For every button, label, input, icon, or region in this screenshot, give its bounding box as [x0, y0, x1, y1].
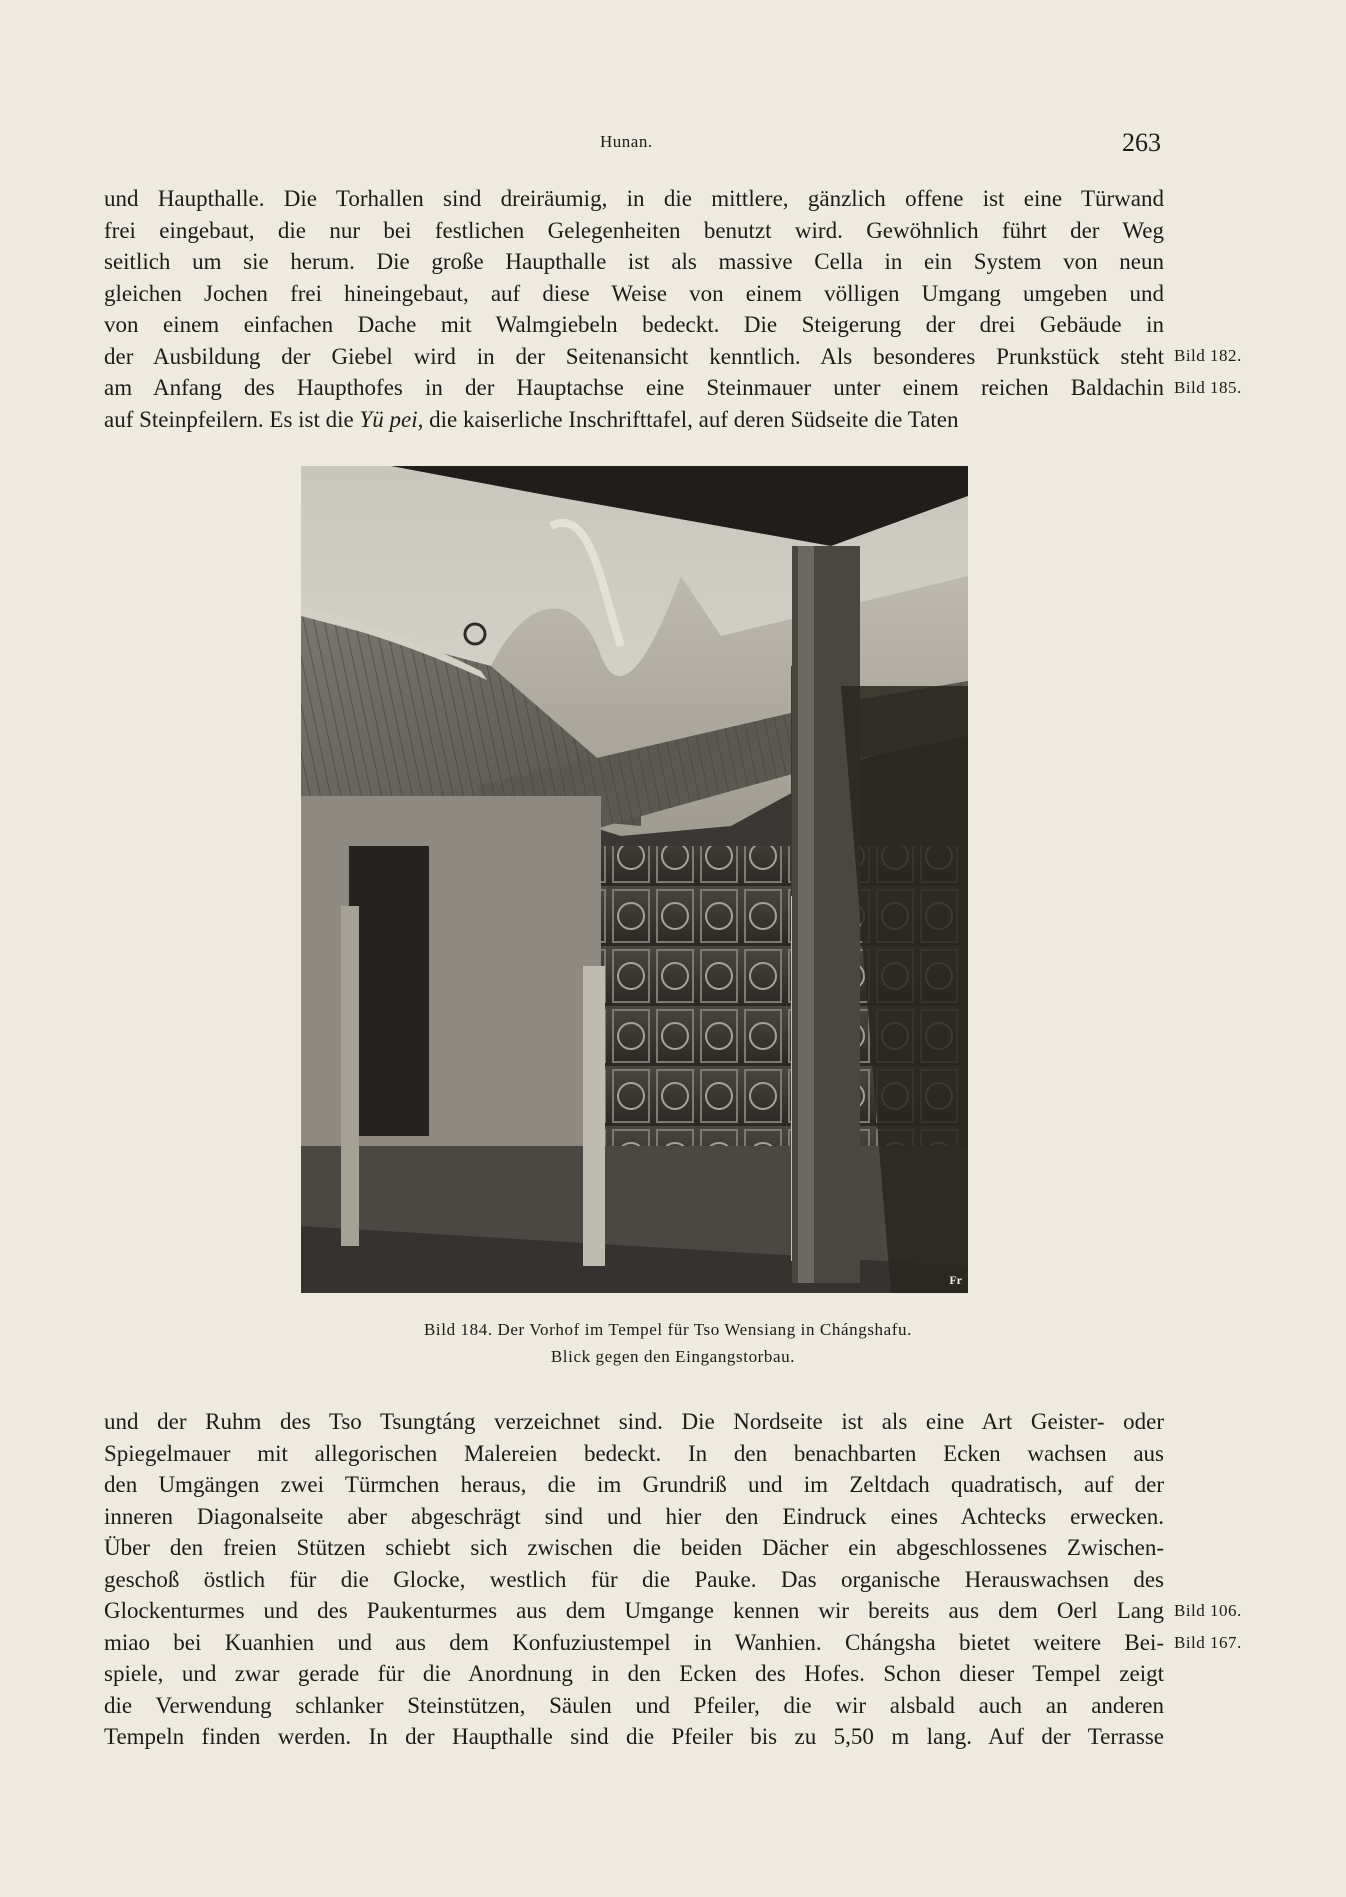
text-line: Spiegelmauer mit allegorischen Malereien bedeckt. In den benachbarten Ecken wachsen aus: [104, 1440, 1164, 1466]
text-line: den Umgängen zwei Türmchen heraus, die im Grundriß und im Zeltdach quadratisch, auf der: [104, 1472, 1164, 1497]
running-head: [0, 128, 1346, 158]
caption-line: Bild 184. Der Vorhof im Tempel für Tso Wensiang in Chángshafu.: [423, 1320, 912, 1339]
margin-note: Bild 185.: [1174, 378, 1242, 397]
text-line: gleichen Jochen frei hineingebaut, auf diese Weise von einem völligen Umgang umgeben und: [104, 280, 1164, 306]
text-line: spiele, und zwar gerade für die Anordnung in den Ecken des Hofes. Schon dieser Tempel zeigt: [104, 1661, 1164, 1686]
text-line: seitlich um sie herum. Die große Haupthalle ist als massive Cella in ein System von neun: [104, 249, 1164, 274]
courtyard-photo-illustration: [301, 466, 968, 1293]
text-line: [104, 404, 1164, 436]
margin-note: Bild 167.: [1174, 1633, 1242, 1652]
text-line: und der Ruhm des Tso Tsungtáng verzeichnet sind. Die Nordseite ist als eine Art Geister- oder: [104, 1409, 1164, 1434]
caption-line: Blick gegen den Eingangstorbau.: [550, 1347, 796, 1366]
paragraph-bottom: [104, 1406, 1164, 1753]
page-number: 263: [1122, 128, 1161, 157]
text-line: die Verwendung schlanker Steinstützen, Säulen und Pfeiler, die wir alsbald auch an anderen: [104, 1692, 1164, 1718]
photo-signature-mark: Fr: [949, 1273, 962, 1287]
paragraph-top: [104, 183, 1164, 435]
text-segment: auf Steinpfeilern. Es ist die: [104, 406, 360, 432]
text-line: der Ausbildung der Giebel wird in der Seitenansicht kenntlich. Als besonderes Prunkstück steht: [104, 343, 1164, 369]
text-line: miao bei Kuanhien und aus dem Konfuziustempel in Wanhien. Chángsha bietet weitere Bei-: [104, 1629, 1164, 1655]
pillar-left: [341, 906, 359, 1246]
margin-note: Bild 182.: [1174, 346, 1242, 365]
text-line: Tempeln finden werden. In der Haupthalle sind die Pfeiler bis zu 5,50 m lang. Auf der Terrasse: [104, 1724, 1164, 1749]
pillar-middle: [583, 966, 605, 1266]
text-line: von einem einfachen Dache mit Walmgiebeln bedeckt. Die Steigerung der drei Gebäude in: [104, 312, 1164, 337]
text-line: und Haupthalle. Die Torhallen sind dreiräumig, in die mittlere, gänzlich offene ist eine Türwand: [104, 186, 1164, 211]
running-title: Hunan.: [600, 132, 653, 151]
text-line: frei eingebaut, die nur bei festlichen Gelegenheiten benutzt wird. Gewöhnlich führt der Weg: [104, 217, 1164, 243]
italic-term: Yü pei: [359, 406, 418, 432]
text-line: inneren Diagonalseite aber abgeschrägt sind und hier den Eindruck eines Achtecks erwecken.: [104, 1503, 1164, 1529]
text-line: am Anfang des Haupthofes in der Hauptachse eine Steinmauer unter einem reichen Baldachin: [104, 375, 1164, 400]
figure-caption: [0, 1316, 1346, 1370]
text-segment: , die kaiserliche Inschrifttafel, auf deren Südseite die Taten: [417, 406, 959, 432]
figure-photograph: [301, 466, 968, 1293]
margin-note: Bild 106.: [1174, 1601, 1242, 1620]
text-line: Glockenturmes und des Paukenturmes aus dem Umgange kennen wir bereits aus dem Oerl Lang: [104, 1598, 1164, 1623]
text-line: geschoß östlich für die Glocke, westlich für die Pauke. Das organische Herauswachsen des: [104, 1566, 1164, 1592]
text-line: Über den freien Stützen schiebt sich zwischen die beiden Dächer ein abgeschlossenes Zwischen-: [104, 1535, 1164, 1560]
